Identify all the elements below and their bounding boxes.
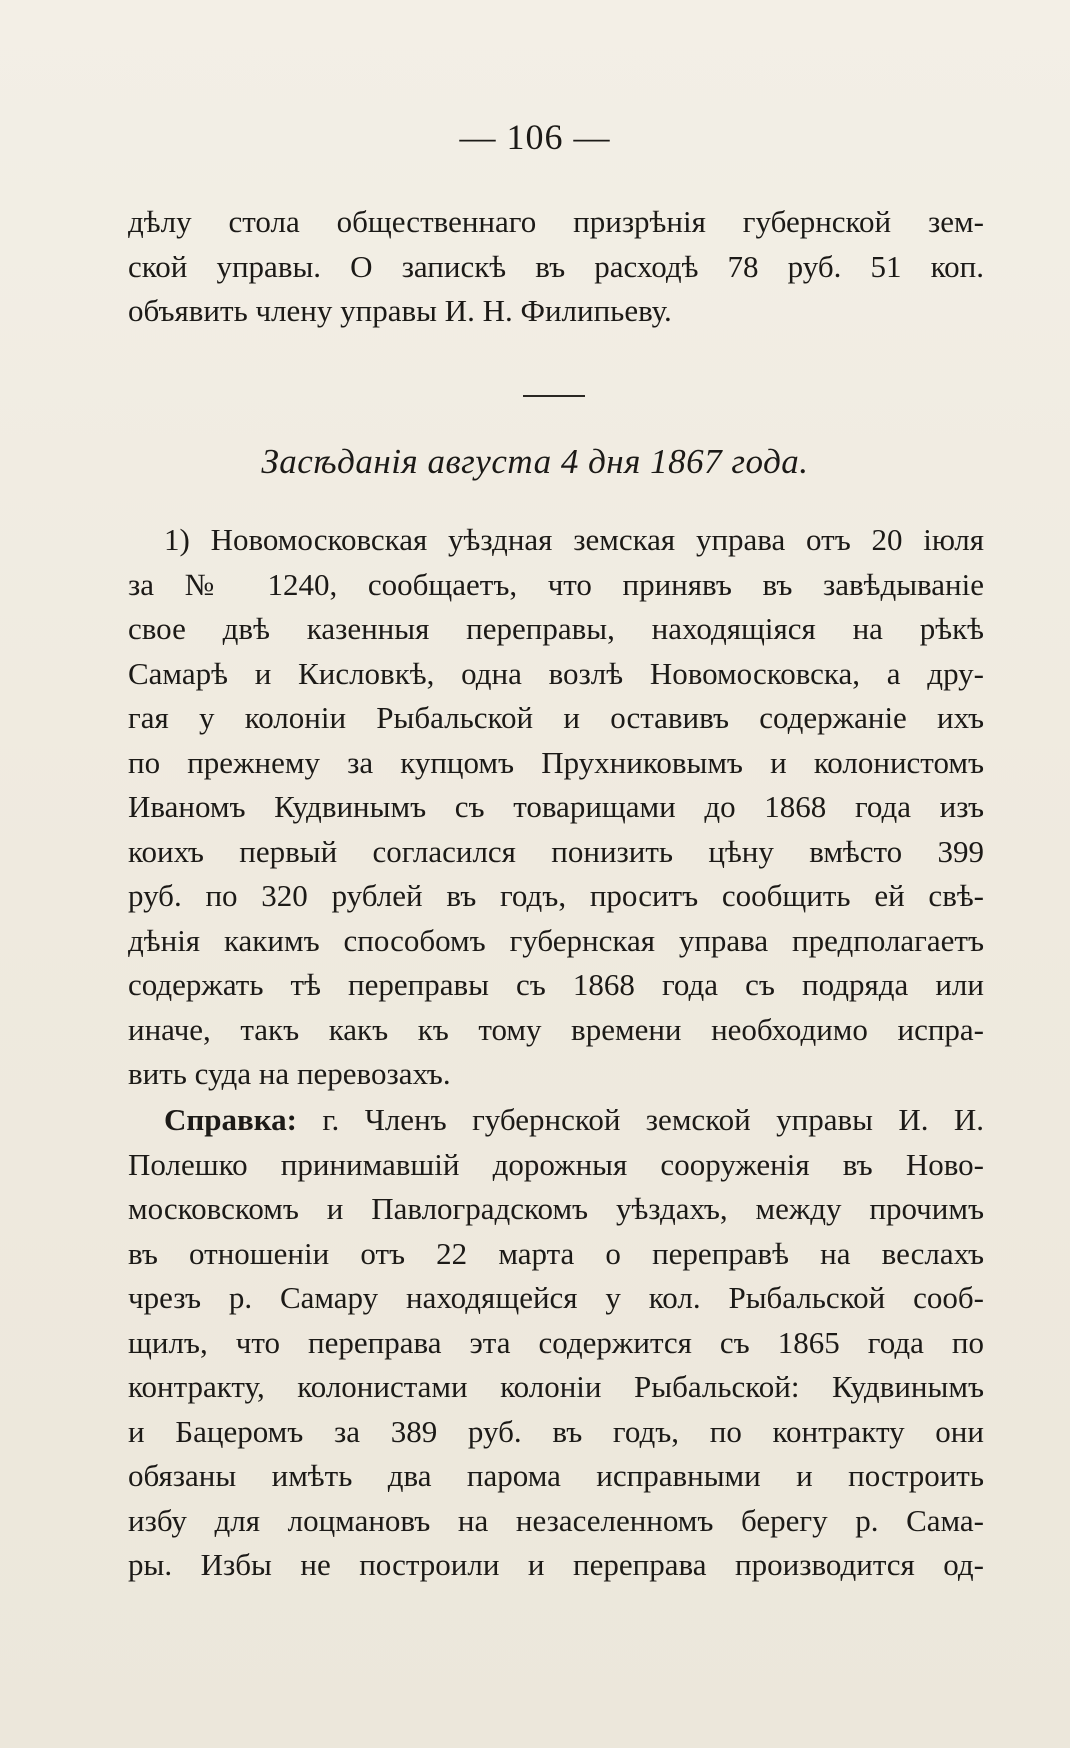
text-line: по прежнему за купцомъ Прухниковымъ и колонистомъ [128, 744, 984, 780]
text-line: Самарѣ и Кисловкѣ, одна возлѣ Новомосковска, а дру- [128, 655, 984, 691]
reference-label: Справка: [164, 1102, 297, 1137]
text-line: свое двѣ казенныя переправы, находящіяся на рѣкѣ [128, 611, 984, 646]
text-line: въ отношеніи отъ 22 марта о переправѣ на веслахъ [128, 1235, 984, 1271]
text-line: коихъ первый согласился понизить цѣну вмѣсто 399 [128, 833, 984, 869]
text-line: ры. Избы не построили и переправа производится од- [128, 1547, 984, 1582]
text-line: вить суда на перевозахъ. [128, 1056, 451, 1091]
text-line: руб. по 320 рублей въ годъ, проситъ сообщить ей свѣ- [128, 878, 984, 913]
reference-first-line: г. Членъ губернской земской управы И. И. [322, 1102, 984, 1137]
text-line: дѣлу стола общественнаго призрѣнія губернской зем- [128, 204, 984, 239]
text-line: щилъ, что переправа эта содержится съ 1865 года по [128, 1324, 984, 1360]
text-line: Иваномъ Кудвинымъ съ товарищами до 1868 года изъ [128, 789, 984, 824]
paragraph-item-1 [128, 518, 984, 1097]
text-line: контракту, колонистами колоніи Рыбальской: Кудвинымъ [128, 1369, 984, 1404]
text-line: 1) Новомосковская уѣздная земская управа отъ 20 іюля [164, 522, 984, 557]
text-line: избу для лоцмановъ на незаселенномъ берегу р. Сама- [128, 1502, 984, 1538]
page-number: — 106 — [459, 117, 611, 157]
text-line: содержать тѣ переправы съ 1868 года съ подряда или [128, 967, 984, 1002]
text-line: Полешко принимавшій дорожныя сооруженія въ Ново- [128, 1146, 984, 1182]
text-line: иначе, такъ какъ къ тому времени необходимо испра- [128, 1011, 984, 1047]
text-line: обязаны имѣть два парома исправными и построить [128, 1458, 984, 1493]
section-divider [523, 395, 585, 397]
text-line: дѣнія какимъ способомъ губернская управа предполагаетъ [128, 922, 984, 958]
paragraph-continuation [128, 200, 984, 334]
text-line: и Бацеромъ за 389 руб. въ годъ, по контракту они [128, 1413, 984, 1449]
text-line: московскомъ и Павлоградскомъ уѣздахъ, между прочимъ [128, 1191, 984, 1226]
text-line: гая у колоніи Рыбальской и оставивъ содержаніе ихъ [128, 700, 984, 735]
text-line: за № 1240, сообщаетъ, что принявъ въ завѣдываніе [128, 566, 984, 602]
paragraph-reference [128, 1098, 984, 1588]
text-line: ской управы. О запискѣ въ расходѣ 78 руб. 51 коп. [128, 248, 984, 284]
text-line: объявить члену управы И. Н. Филипьеву. [128, 293, 672, 328]
text-line: чрезъ р. Самару находящейся у кол. Рыбальской сооб- [128, 1280, 984, 1315]
text-line [128, 1098, 984, 1143]
session-heading: Засѣданія августа 4 дня 1867 года. [261, 442, 809, 481]
